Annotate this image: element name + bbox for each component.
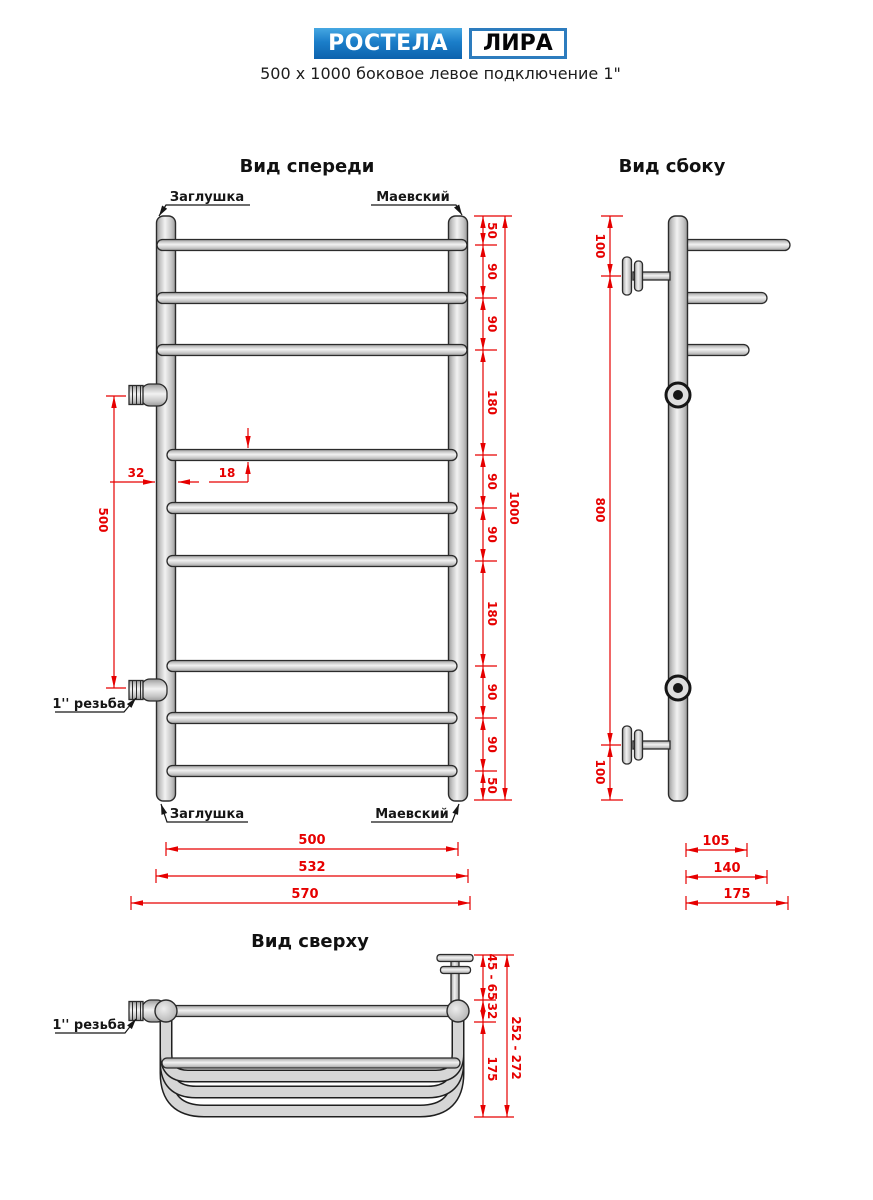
dim-side-bottom: 100 [593,759,607,785]
dim-top-total: 252 - 272 [509,1016,523,1080]
dim-width-532: 532 [298,860,326,875]
dim-seg-7: 180 [485,600,499,627]
callout-thread-top: 1'' резьба [52,1018,126,1033]
dim-seg-1: 50 [485,222,499,239]
top-left-collar [155,1000,177,1022]
dim-seg-3: 90 [485,315,499,333]
dim-seg-8: 90 [485,683,499,701]
dim-wall-gap: 45 - 65 [485,953,499,1001]
front-rung-9 [167,766,457,777]
side-bottom-connection-port [666,676,690,700]
side-top-bracket [623,257,671,295]
front-bottom-connection-fitting [129,679,167,701]
front-rung-8 [167,713,457,724]
dim-depth-175: 175 [723,887,751,902]
dim-width-570: 570 [291,887,319,902]
model-name-badge: ЛИРА [469,28,567,59]
top-straight-rung [162,1058,460,1068]
callout-plug-top: Заглушка [169,190,245,205]
side-view-title: Вид сбоку [618,156,726,177]
brand-name-badge: РОСТЕЛА [314,28,462,59]
dim-seg-2: 90 [485,263,499,280]
dim-width-500: 500 [298,833,326,848]
callout-thread-front: 1'' резьба [52,697,126,712]
dim-top-depth: 175 [485,1056,499,1082]
front-dim-pipe-diameter [110,466,199,482]
callout-valve-top: Маевский [376,190,450,205]
side-dim-chain [593,216,623,800]
side-top-connection-port [666,383,690,407]
side-rung-deep [672,240,790,251]
dim-side-middle: 800 [593,497,607,523]
top-dim-chain [474,954,523,1117]
front-rung-1 [157,240,467,251]
front-dim-chain [474,216,521,800]
front-dim-widths [131,833,470,910]
dim-top-pipe: 32 [485,1002,499,1020]
side-pipe [669,216,688,801]
dim-pipe-diameter: 32 [127,466,145,480]
front-rung-5 [167,503,457,514]
dim-connection-span: 500 [96,507,110,533]
top-main-tube [166,1006,458,1017]
page-header [8,28,873,83]
front-rung-4 [167,450,457,461]
side-view [593,156,790,910]
dim-seg-4: 180 [485,389,499,416]
front-rung-7 [167,661,457,672]
dim-depth-140: 140 [713,861,741,876]
front-rung-6 [167,556,457,567]
drawing-subtitle: 500 x 1000 боковое левое подключение 1" [260,64,621,83]
top-view [52,931,523,1117]
front-view-title: Вид спереди [239,156,375,177]
front-rung-3 [157,345,467,356]
callout-valve-bottom: Маевский [375,807,449,822]
callout-plug-bottom: Заглушка [169,807,245,822]
front-top-connection-fitting [129,384,167,406]
front-view [52,156,521,910]
side-bottom-bracket [623,726,671,764]
dim-depth-105: 105 [702,834,730,849]
top-callout-thread [52,1018,136,1033]
dim-rung-diameter: 18 [218,466,236,480]
front-rung-2 [157,293,467,304]
dim-side-top: 100 [593,233,607,259]
dim-seg-9: 90 [485,736,499,753]
dim-total-height: 1000 [507,491,521,525]
front-dim-connection-span [96,396,126,688]
dim-seg-6: 90 [485,526,499,543]
brand-logo [314,28,567,59]
dim-seg-5: 90 [485,473,499,490]
dim-seg-10: 50 [485,777,499,794]
top-right-collar [447,1000,469,1022]
side-dim-depths [686,834,788,910]
top-view-title: Вид сверху [251,931,369,952]
